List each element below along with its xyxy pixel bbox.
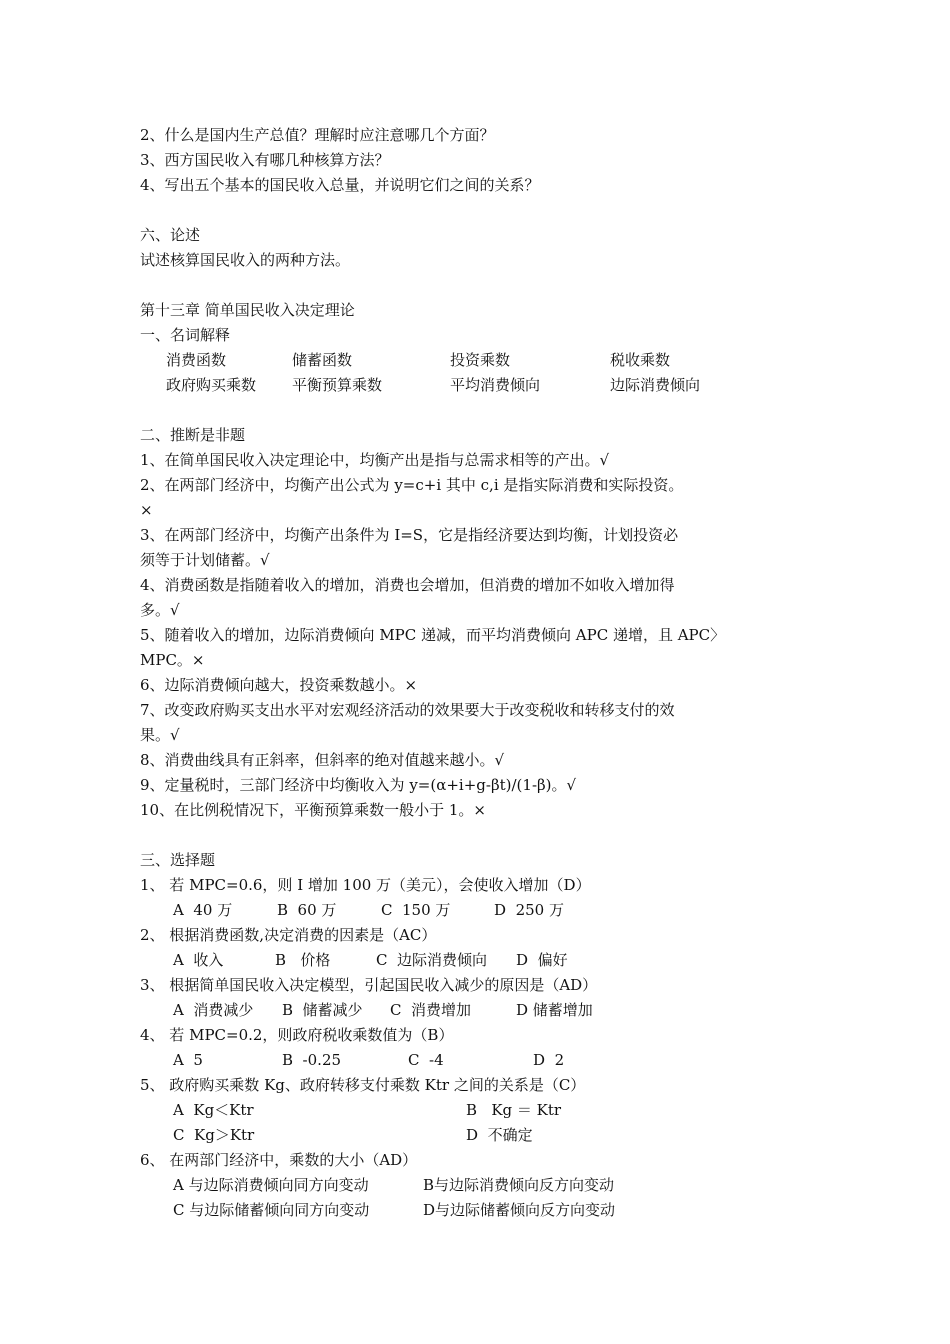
tf-line: 6、边际消费倾向越大，投资乘数越小。× bbox=[140, 676, 418, 694]
term: 平衡预算乘数 bbox=[292, 376, 383, 394]
choice-option: C 消费增加 bbox=[390, 1001, 472, 1019]
choice-option: C 150 万 bbox=[381, 901, 451, 919]
chapter-title: 第十三章 简单国民收入决定理论 bbox=[140, 301, 355, 319]
choice-option: A 消费减少 bbox=[173, 1001, 254, 1019]
section-heading: 六、论述 bbox=[140, 226, 201, 244]
tf-line: × bbox=[140, 501, 153, 519]
choice-option: C Kg＞Ktr bbox=[173, 1126, 255, 1144]
choice-option: D 250 万 bbox=[494, 901, 564, 919]
choice-option: C 边际消费倾向 bbox=[376, 951, 488, 969]
choice-option: B Kg ＝ Ktr bbox=[466, 1101, 562, 1119]
choice-option: D 储蓄增加 bbox=[516, 1001, 593, 1019]
choice-option: D 2 bbox=[533, 1051, 565, 1069]
term: 投资乘数 bbox=[450, 351, 511, 369]
term: 储蓄函数 bbox=[292, 351, 353, 369]
tf-line: 5、随着收入的增加，边际消费倾向 MPC 递减，而平均消费倾向 APC 递增，且 APC〉 bbox=[140, 626, 726, 644]
tf-line: 3、在两部门经济中，均衡产出条件为 I=S，它是指经济要达到均衡，计划投资必 bbox=[140, 526, 679, 544]
term: 平均消费倾向 bbox=[450, 376, 541, 394]
choice-question: 2、 根据消费函数,决定消费的因素是（AC） bbox=[140, 926, 437, 944]
choice-option: B与边际消费倾向反方向变动 bbox=[423, 1176, 615, 1194]
choice-option: A 收入 bbox=[173, 951, 224, 969]
choice-question: 6、 在两部门经济中，乘数的大小（AD） bbox=[140, 1151, 418, 1169]
tf-line: 须等于计划储蓄。√ bbox=[140, 551, 270, 569]
question-line: 2、什么是国内生产总值？理解时应注意哪几个方面？ bbox=[140, 126, 495, 144]
choice-option: A 40 万 bbox=[173, 901, 233, 919]
tf-line: 10、在比例税情况下，平衡预算乘数一般小于 1。× bbox=[140, 801, 486, 819]
question-line: 3、西方国民收入有哪几种核算方法？ bbox=[140, 151, 390, 169]
choice-question: 3、 根据简单国民收入决定模型，引起国民收入减少的原因是（AD） bbox=[140, 976, 598, 994]
choice-question: 4、 若 MPC=0.2，则政府税收乘数值为（B） bbox=[140, 1026, 454, 1044]
choice-question: 1、 若 MPC=0.6，则 I 增加 100 万（美元），会使收入增加（D） bbox=[140, 876, 591, 894]
choice-option: B 价格 bbox=[275, 951, 331, 969]
tf-line: 4、消费函数是指随着收入的增加，消费也会增加，但消费的增加不如收入增加得 bbox=[140, 576, 675, 594]
choice-option: D 不确定 bbox=[466, 1126, 533, 1144]
question-line: 4、写出五个基本的国民收入总量，并说明它们之间的关系？ bbox=[140, 176, 540, 194]
tf-line: 8、消费曲线具有正斜率，但斜率的绝对值越来越小。√ bbox=[140, 751, 505, 769]
tf-line: 2、在两部门经济中，均衡产出公式为 y=c+i 其中 c,i 是指实际消费和实际投资。 bbox=[140, 476, 684, 494]
term: 政府购买乘数 bbox=[166, 376, 257, 394]
section-heading: 二、推断是非题 bbox=[140, 426, 246, 444]
choice-question: 5、 政府购买乘数 Kg、政府转移支付乘数 Ktr 之间的关系是（C） bbox=[140, 1076, 586, 1094]
choice-option: D与边际储蓄倾向反方向变动 bbox=[423, 1201, 616, 1219]
choice-option: B -0.25 bbox=[282, 1051, 342, 1069]
tf-line: 多。√ bbox=[140, 601, 180, 619]
tf-line: 1、在简单国民收入决定理论中，均衡产出是指与总需求相等的产出。√ bbox=[140, 451, 610, 469]
term: 税收乘数 bbox=[610, 351, 671, 369]
choice-option: A 与边际消费倾向同方向变动 bbox=[173, 1176, 369, 1194]
choice-option: A 5 bbox=[173, 1051, 203, 1069]
essay-text: 试述核算国民收入的两种方法。 bbox=[140, 251, 351, 269]
section-heading: 一、名词解释 bbox=[140, 326, 231, 344]
choice-option: B 储蓄减少 bbox=[282, 1001, 363, 1019]
choice-option: C 与边际储蓄倾向同方向变动 bbox=[173, 1201, 370, 1219]
choice-option: B 60 万 bbox=[277, 901, 337, 919]
tf-line: 果。√ bbox=[140, 726, 180, 744]
tf-line: 7、改变政府购买支出水平对宏观经济活动的效果要大于改变税收和转移支付的效 bbox=[140, 701, 675, 719]
choice-option: A Kg＜Ktr bbox=[173, 1101, 254, 1119]
term: 边际消费倾向 bbox=[610, 376, 701, 394]
term: 消费函数 bbox=[166, 351, 227, 369]
choice-option: D 偏好 bbox=[516, 951, 568, 969]
section-heading: 三、选择题 bbox=[140, 851, 216, 869]
choice-option: C -4 bbox=[408, 1051, 444, 1069]
tf-line: 9、定量税时，三部门经济中均衡收入为 y=(α+i+g-βt)/(1-β)。√ bbox=[140, 776, 577, 794]
tf-line: MPC。× bbox=[140, 651, 205, 669]
